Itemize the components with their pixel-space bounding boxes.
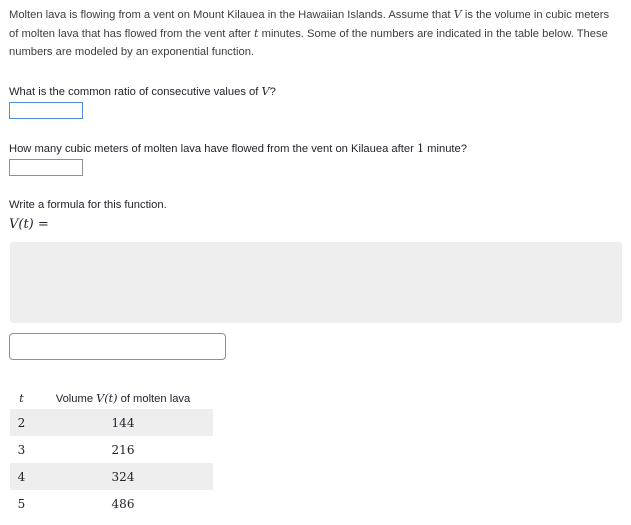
table-row (10, 490, 213, 517)
table-row (10, 463, 213, 490)
question-common-ratio-text: What is the common ratio of consecutive values of (9, 86, 262, 98)
question-common-ratio-suffix: ? (269, 86, 276, 98)
table-cell-volume: 324 (33, 463, 213, 490)
intro-var-t: t (254, 26, 259, 40)
intro-text-part3: minutes. Some of the numbers are indicated in the table below. These numbers are modeled by an exponential function. (9, 27, 608, 58)
question-common-ratio-var: V (261, 85, 270, 98)
table-header-row (10, 387, 213, 409)
table-header-volume: Volume V(t) of molten lava (55, 391, 191, 405)
question-volume-suffix: minute? (424, 143, 467, 155)
table-cell-t: 3 (17, 442, 26, 457)
question-common-ratio (9, 84, 276, 100)
volume-table (10, 387, 213, 517)
table-cell-t: 4 (10, 463, 33, 490)
table-cell-volume: 144 (33, 409, 213, 436)
volume-after-1-minute-input[interactable] (9, 159, 83, 176)
formula-label: V(t) = (9, 217, 49, 232)
table-cell-t: 5 (17, 496, 26, 511)
question-formula: Write a formula for this function. (9, 199, 167, 211)
question-volume-number: 1 (416, 142, 425, 155)
table-cell-volume: 486 (111, 496, 135, 511)
question-volume-prefix: How many cubic meters of molten lava have flowed from the vent on Kilauea after (9, 143, 417, 155)
table-cell-volume: 216 (111, 442, 135, 457)
formula-input[interactable] (9, 333, 226, 360)
table-row (10, 436, 213, 463)
question-volume-after-1-minute (9, 141, 467, 157)
table-row (10, 409, 213, 436)
table-cell-t: 2 (10, 409, 33, 436)
intro-text-part1: Molten lava is flowing from a vent on Mount Kilauea in the Hawaiian Islands. Assume that (9, 9, 454, 21)
intro-text-part2: is the volume in cubic meters of molten lava that has flowed from the vent after (9, 9, 610, 40)
formula-preview-area (10, 242, 622, 323)
problem-statement (9, 6, 621, 62)
intro-var-v: V (453, 8, 462, 21)
common-ratio-input[interactable] (9, 102, 83, 119)
table-header-t: t (19, 391, 24, 405)
